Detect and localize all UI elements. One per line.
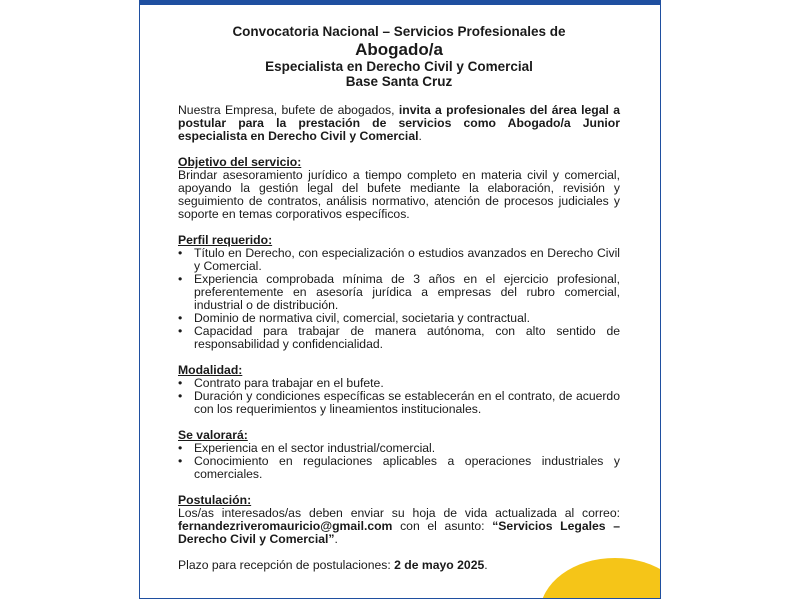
- objective-section: [178, 156, 620, 221]
- modality-section: [178, 364, 620, 416]
- application-subject: “Servicios Legales – Derecho Civil y Comercial”: [178, 519, 620, 546]
- application-email[interactable]: fernandezriveromauricio@gmail.com: [178, 519, 393, 533]
- application-text-3: .: [334, 532, 338, 546]
- deadline-prefix: Plazo para recepción de postulaciones:: [178, 558, 395, 572]
- list-item: [178, 273, 620, 312]
- intro-paragraph: [178, 104, 620, 143]
- application-section: [178, 494, 620, 546]
- list-item-text: Experiencia comprobada mínima de 3 años en el ejercicio profesional, preferentemente en asesoría jurídica a empresas del rubro comercial, industrial o de distribución.: [194, 272, 620, 312]
- bullet-icon: •: [178, 324, 183, 338]
- list-item-text: Contrato para trabajar en el bufete.: [194, 376, 384, 390]
- valued-heading: Se valorará:: [178, 428, 248, 442]
- bullet-icon: •: [178, 389, 183, 403]
- intro-prefix: Nuestra Empresa, bufete de abogados,: [178, 103, 399, 117]
- deadline-date: 2 de mayo 2025: [394, 558, 485, 572]
- document-content: [178, 24, 620, 572]
- list-item-text: Título en Derecho, con especialización o estudios avanzados en Derecho Civil y Comercial.: [194, 246, 620, 273]
- bullet-icon: •: [178, 376, 183, 390]
- header-specialty: Especialista en Derecho Civil y Comercial: [265, 59, 533, 74]
- application-heading: Postulación:: [178, 493, 252, 507]
- profile-heading: Perfil requerido:: [178, 233, 273, 247]
- list-item-text: Capacidad para trabajar de manera autónoma, con alto sentido de responsabilidad y confidencialidad.: [194, 324, 620, 351]
- list-item-text: Dominio de normativa civil, comercial, societaria y contractual.: [194, 311, 530, 325]
- header-position-title: Abogado/a: [355, 40, 443, 59]
- intro-bold: invita a profesionales del área legal a postular para la prestación de servicios como Abogado/a Junior especialista en Derecho Civil y Comercial: [178, 103, 620, 143]
- intro-suffix: .: [418, 129, 422, 143]
- list-item: [178, 325, 620, 351]
- objective-heading: Objetivo del servicio:: [178, 155, 302, 169]
- objective-text: Brindar asesoramiento jurídico a tiempo completo en materia civil y comercial, apoyando la gestión legal del bufete mediante la elaboración, revisión y seguimiento de contratos, análisis normativo, atención de procesos judiciales y soporte en temas corporativos específicos.: [178, 168, 620, 221]
- list-item-text: Conocimiento en regulaciones aplicables a operaciones industriales y comerciales.: [194, 454, 620, 481]
- list-item-text: Experiencia en el sector industrial/comercial.: [194, 441, 436, 455]
- bullet-icon: •: [178, 272, 183, 286]
- application-text: [178, 507, 620, 546]
- application-text-2: con el asunto:: [392, 519, 493, 533]
- profile-section: [178, 234, 620, 351]
- modality-list: [178, 377, 620, 416]
- list-item-text: Duración y condiciones específicas se establecerán en el contrato, de acuerdo con los requerimientos y lineamientos institucionales.: [194, 389, 620, 416]
- header-location: Base Santa Cruz: [345, 74, 453, 89]
- bullet-icon: •: [178, 454, 183, 468]
- valued-list: [178, 442, 620, 481]
- deadline-paragraph: [178, 559, 620, 572]
- application-text-1: Los/as interesados/as deben enviar su hoja de vida actualizada al correo:: [178, 506, 620, 520]
- document-page: [139, 0, 661, 599]
- list-item: [178, 247, 620, 273]
- valued-section: [178, 429, 620, 481]
- top-accent-bar: [140, 0, 660, 5]
- bullet-icon: •: [178, 246, 183, 260]
- profile-list: [178, 247, 620, 351]
- modality-heading: Modalidad:: [178, 363, 243, 377]
- deadline-suffix: .: [484, 558, 488, 572]
- header-line-1: Convocatoria Nacional – Servicios Profesionales de: [232, 24, 566, 39]
- list-item: [178, 390, 620, 416]
- list-item: [178, 455, 620, 481]
- bullet-icon: •: [178, 441, 183, 455]
- bullet-icon: •: [178, 311, 183, 325]
